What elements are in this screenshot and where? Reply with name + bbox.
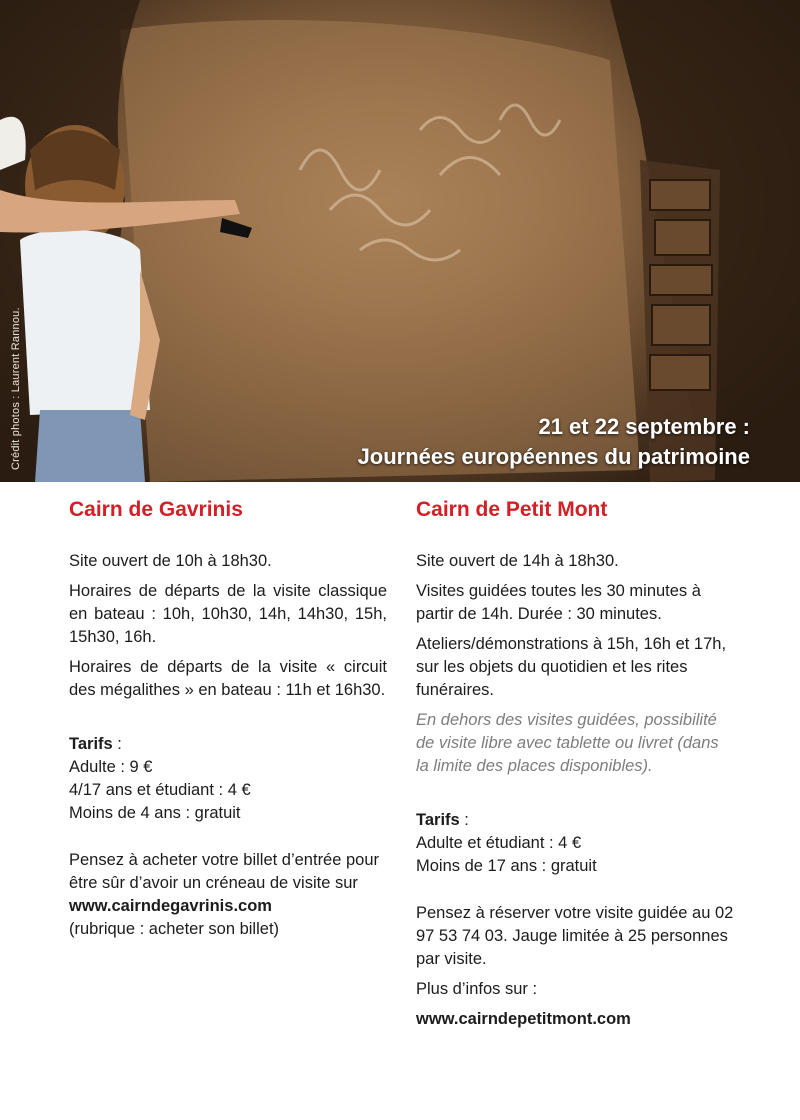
gavrinis-title: Cairn de Gavrinis xyxy=(69,498,243,521)
petitmont-title: Cairn de Petit Mont xyxy=(416,498,608,521)
header-photo xyxy=(0,0,800,482)
event-caption xyxy=(358,412,750,472)
event-name: Journées européennes du patrimoine xyxy=(357,444,750,469)
petitmont-tarif-child: Moins de 17 ans : gratuit xyxy=(416,857,597,875)
petitmont-more-info: Plus d’infos sur : xyxy=(416,980,538,998)
petitmont-tarifs xyxy=(416,809,734,878)
gavrinis-ticket-info xyxy=(69,849,387,941)
gavrinis-tarif-child: Moins de 4 ans : gratuit xyxy=(69,804,241,822)
photo-credit: Crédit photos : Laurent Rannou. xyxy=(10,307,22,470)
gavrinis-tarif-adult: Adulte : 9 € xyxy=(69,758,153,776)
petitmont-tarifs-colon: : xyxy=(459,811,469,829)
petitmont-website-link[interactable]: www.cairndepetitmont.com xyxy=(416,1010,631,1028)
petitmont-tarif-adult: Adulte et étudiant : 4 € xyxy=(416,834,582,852)
petitmont-column xyxy=(416,482,734,1038)
petitmont-opening-hours: Site ouvert de 14h à 18h30. xyxy=(416,552,619,570)
petitmont-tarifs-label: Tarifs xyxy=(416,811,460,829)
gavrinis-opening-hours: Site ouvert de 10h à 18h30. xyxy=(69,552,272,570)
gavrinis-tarif-youth: 4/17 ans et étudiant : 4 € xyxy=(69,781,251,799)
gavrinis-tarifs xyxy=(69,733,387,825)
petitmont-workshops: Ateliers/démonstrations à 15h, 16h et 17h, sur les objets du quotidien et les rites funéraires. xyxy=(416,635,727,699)
gavrinis-website-link[interactable]: www.cairndegavrinis.com xyxy=(69,897,272,915)
gavrinis-megaliths-departures: Horaires de départs de la visite « circuit des mégalithes » en bateau : 11h et 16h30. xyxy=(69,658,387,699)
gavrinis-tarifs-colon: : xyxy=(112,735,122,753)
gavrinis-ticket-text: Pensez à acheter votre billet d’entrée pour être sûr d’avoir un créneau de visite sur xyxy=(69,851,380,892)
petitmont-guided-visits: Visites guidées toutes les 30 minutes à partir de 14h. Durée : 30 minutes. xyxy=(416,582,701,623)
event-dates: 21 et 22 septembre : xyxy=(538,414,750,439)
petitmont-reservation: Pensez à réserver votre visite guidée au 02 97 53 74 03. Jauge limitée à 25 personnes par visite. xyxy=(416,904,734,968)
petitmont-free-visit-note: En dehors des visites guidées, possibilité de visite libre avec tablette ou livret (dans la limite des places disponibles). xyxy=(416,711,719,775)
gavrinis-tarifs-label: Tarifs xyxy=(69,735,113,753)
cairn-interior-photo xyxy=(0,0,800,482)
gavrinis-ticket-rubric: (rubrique : acheter son billet) xyxy=(69,920,280,938)
gavrinis-classic-departures: Horaires de départs de la visite classique en bateau : 10h, 10h30, 14h, 14h30, 15h, 15h30, 16h. xyxy=(69,582,387,646)
gavrinis-column xyxy=(69,482,387,948)
